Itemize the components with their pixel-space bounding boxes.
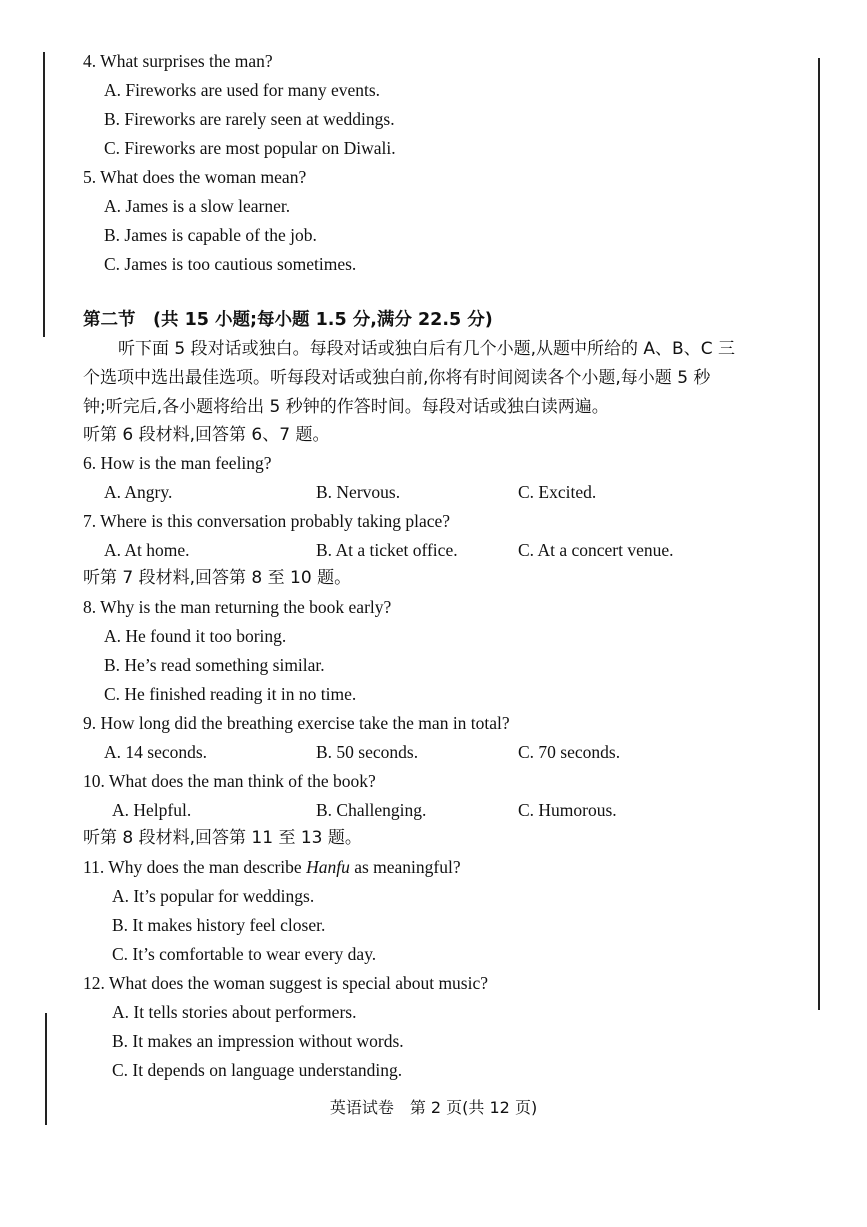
question-9-option-c: C. 70 seconds. (518, 742, 621, 762)
material-8-heading: 听第 8 段材料,回答第 11 至 13 题。 (83, 828, 362, 848)
question-7-option-c: C. At a concert venue. (518, 540, 674, 560)
question-4-option-b: B. Fireworks are rarely seen at weddings. (104, 109, 395, 129)
question-12-option-a: A. It tells stories about performers. (112, 1002, 357, 1022)
question-4-option-a: A. Fireworks are used for many events. (104, 80, 381, 100)
question-5-option-a: A. James is a slow learner. (104, 196, 291, 216)
question-7-option-a: A. At home. (104, 540, 190, 560)
section-2-heading: 第二节 (共 15 小题;每小题 1.5 分,满分 22.5 分) (83, 310, 493, 330)
question-5-option-b: B. James is capable of the job. (104, 225, 317, 245)
question-10-option-c: C. Humorous. (518, 800, 617, 820)
question-11-option-b: B. It makes history feel closer. (112, 915, 326, 935)
question-9-option-b: B. 50 seconds. (316, 742, 419, 762)
question-5-option-c: C. James is too cautious sometimes. (104, 254, 357, 274)
question-4-option-c: C. Fireworks are most popular on Diwali. (104, 138, 396, 158)
material-6-heading: 听第 6 段材料,回答第 6、7 题。 (83, 425, 330, 445)
question-11-stem (83, 856, 461, 878)
question-11-stem-end: as meaningful? (349, 857, 461, 877)
question-11-stem-start: 11. Why does the man describe (83, 857, 307, 877)
question-8-option-c: C. He finished reading it in no time. (104, 684, 357, 704)
question-10-option-a: A. Helpful. (112, 800, 192, 820)
question-6-option-a: A. Angry. (104, 482, 173, 502)
question-12-option-c: C. It depends on language understanding. (112, 1060, 403, 1080)
question-11-option-a: A. It’s popular for weddings. (112, 886, 315, 906)
right-margin-rule (818, 58, 820, 1010)
question-8-option-b: B. He’s read something similar. (104, 655, 325, 675)
question-7-stem: 7. Where is this conversation probably taking place? (83, 511, 451, 531)
material-7-heading: 听第 7 段材料,回答第 8 至 10 题。 (83, 568, 352, 588)
section-2-instructions-line3: 钟;听完后,各小题将给出 5 秒钟的作答时间。每段对话或独白读两遍。 (83, 397, 609, 417)
question-11-option-c: C. It’s comfortable to wear every day. (112, 944, 377, 964)
section-2-instructions-line2: 个选项中选出最佳选项。听每段对话或独白前,你将有时间阅读各个小题,每小题 5 秒 (83, 368, 711, 388)
section-2-instructions-line1: 听下面 5 段对话或独白。每段对话或独白后有几个小题,从题中所给的 A、B、C 三 (118, 339, 735, 359)
question-5-stem: 5. What does the woman mean? (83, 167, 307, 187)
question-10-stem: 10. What does the man think of the book? (83, 771, 376, 791)
question-4-stem: 4. What surprises the man? (83, 51, 273, 71)
question-12-option-b: B. It makes an impression without words. (112, 1031, 404, 1051)
left-margin-rule-top (43, 52, 45, 337)
question-12-stem: 12. What does the woman suggest is special about music? (83, 973, 489, 993)
question-8-stem: 8. Why is the man returning the book early? (83, 597, 392, 617)
question-7-option-b: B. At a ticket office. (316, 540, 458, 560)
question-9-stem: 9. How long did the breathing exercise take the man in total? (83, 713, 510, 733)
question-10-option-b: B. Challenging. (316, 800, 427, 820)
question-8-option-a: A. He found it too boring. (104, 626, 287, 646)
question-11-stem-hanfu: Hanfu (306, 857, 350, 877)
page-footer: 英语试卷 第 2 页(共 12 页) (329, 1098, 538, 1117)
question-6-option-c: C. Excited. (518, 482, 597, 502)
question-9-option-a: A. 14 seconds. (104, 742, 208, 762)
question-6-option-b: B. Nervous. (316, 482, 401, 502)
question-6-stem: 6. How is the man feeling? (83, 453, 272, 473)
